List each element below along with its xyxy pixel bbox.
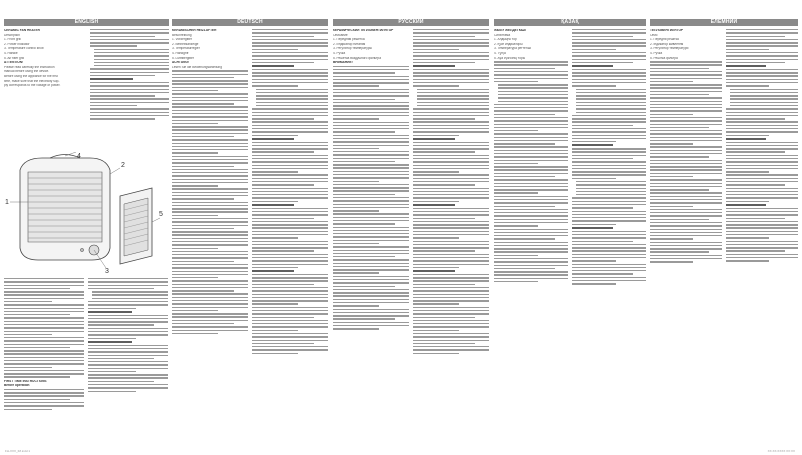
last-line: 5. Решітка фільтра (650, 56, 678, 60)
last-column (650, 19, 798, 265)
english-line: Please read carefully the instruction (4, 65, 55, 69)
deutsch-line: 3. Temperaturregler (172, 47, 200, 51)
english-subcolumn (90, 29, 169, 121)
kazakh-subcolumn-right (572, 29, 646, 286)
figure-label: 1 (5, 199, 9, 206)
section-header-kazakh: ҚАЗАҚ (494, 19, 646, 26)
english-line: ATTENTION! (4, 61, 24, 65)
russian-line: 1. Передняя решётка (333, 38, 365, 42)
deutsch-line: Lesen Sie die Bedienungsanleitung (172, 65, 222, 69)
english-line: 4. Handle (4, 51, 18, 55)
russian-line: 3. Регулятор температуры (333, 47, 372, 51)
section-header-deutsch: DEUTSCH (172, 19, 328, 26)
deutsch-column (172, 19, 328, 356)
russian-subcolumn-left (333, 29, 409, 356)
english-line: 5. Air filter grill (4, 56, 25, 60)
russian-line: Описание (333, 33, 348, 37)
last-line: ТЕПЛОВЕНТИЛЯТОР (650, 29, 684, 32)
footer-left: FH-XXX_IM.indd 1 (5, 449, 31, 453)
english-line: 3. Temperature control knob (4, 47, 44, 51)
last-line: Опис (650, 33, 658, 37)
english-line: time, make sure that the electricity sup- (4, 79, 60, 83)
russian-column (333, 19, 489, 356)
last-line: 2. Індикатор живлення (650, 42, 684, 46)
heater-rear-view (120, 188, 152, 264)
last-line: 1. Передня решітка (650, 38, 679, 42)
english-line: ply corresponds to the voltage of power. (4, 84, 61, 88)
russian-line: ВНИМАНИЕ! (333, 61, 353, 65)
figure-label: 4 (77, 153, 81, 160)
deutsch-line: ACHTUNG! (172, 61, 189, 65)
last-subcolumn-left (650, 29, 722, 265)
english-line: manual before using the device. (4, 70, 50, 74)
section-header-last: ЕЛЕМНИЙ (650, 19, 798, 26)
deutsch-line: 1. Vordergitter (172, 38, 193, 42)
deutsch-subcolumn-right (252, 29, 328, 356)
kazakh-subcolumn-left (494, 29, 568, 286)
deutsch-line: KERAMISCHER HEIZLÜFTER (172, 29, 217, 32)
last-subcolumn-right (726, 29, 798, 265)
figure-label: 5 (159, 211, 163, 218)
kazakh-column (494, 19, 646, 286)
english-column (4, 19, 169, 89)
english-line: FIRST TIME INSTRUCTIONS (4, 379, 47, 383)
kazakh-line: 1. Алдыңғы тор (494, 38, 517, 42)
last-line: 3. Регулятор температури (650, 47, 689, 51)
kazakh-line: 3. Температура реттегіші (494, 47, 531, 51)
heater-front-view (20, 155, 110, 261)
english-lower-text (4, 278, 84, 412)
kazakh-line: 4. Тұтқа (494, 51, 506, 55)
english-text (4, 26, 169, 88)
kazakh-line: ЖЫЛУ ЖЕЛДЕТКІШІ (494, 29, 526, 32)
kazakh-line: 2. Қуат индикаторы (494, 42, 523, 46)
deutsch-subcolumn-left (172, 29, 248, 356)
english-line: 1. Front grill (4, 38, 21, 42)
figure-label: 2 (121, 162, 125, 169)
deutsch-line: 5. Luftfiltergitter (172, 56, 194, 60)
last-line: 4. Ручка (650, 51, 663, 55)
deutsch-line: Beschreibung (172, 33, 192, 37)
section-header-english: ENGLISH (4, 19, 169, 26)
russian-line: 5. Решётка воздушного фильтра (333, 56, 381, 60)
english-line: Before using the appliance for the first (4, 74, 58, 78)
section-header-russian: РУССКИЙ (333, 19, 489, 26)
english-line: CERAMIC FAN HEATER (4, 29, 40, 32)
english-line: 2. Power indicator (4, 42, 30, 46)
heater-illustration (2, 152, 166, 274)
russian-line: 4. Ручка (333, 51, 346, 55)
kazakh-line: 5. Ауа сүзгісінің торы (494, 56, 526, 60)
english-lower-text-2 (88, 278, 168, 394)
russian-line: КЕРАМИЧЕСКИЙ ТЕПЛОВЕНТИЛЯТОР (333, 29, 394, 32)
figure-label: 3 (105, 268, 109, 274)
english-line: Before operation (4, 384, 30, 388)
deutsch-line: 2. Betriebsanzeige (172, 42, 199, 46)
deutsch-line: 4. Handgriff (172, 51, 189, 55)
footer-right: XX.XX.XXXX XX:XX (767, 449, 795, 453)
english-line: Description (4, 33, 20, 37)
russian-line: 2. Индикатор питания (333, 42, 366, 46)
russian-subcolumn-right (413, 29, 489, 356)
kazakh-line: Сипаттама (494, 33, 511, 37)
